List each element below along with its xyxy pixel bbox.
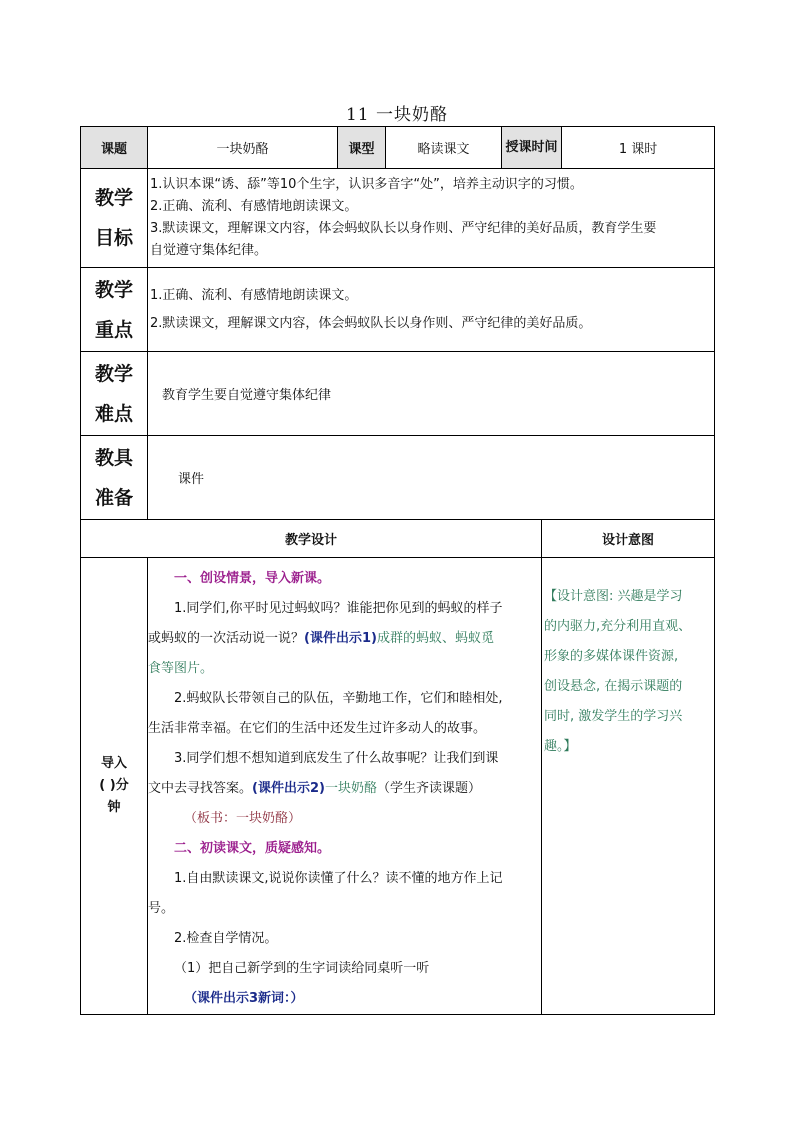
key-points-label: 教学 重点	[81, 268, 148, 352]
design-line: （1）把自己新学到的生字词读给同桌听一听	[174, 961, 430, 976]
design-header-row	[81, 520, 715, 558]
goals-row	[81, 169, 715, 268]
phase-label: 导入 ( )分 钟	[81, 558, 148, 1015]
design-line: 食等图片。	[148, 661, 214, 676]
page-title: 11 一块奶酪	[345, 105, 449, 125]
design-line: 2.检查自学情况。	[174, 931, 278, 946]
goal-line: 3.默读课文，理解课文内容，体会蚂蚁队长以身作则、严守纪律的美好品质，教育学生要	[150, 221, 657, 236]
design-content	[148, 558, 542, 1015]
key-point-line: 2.默读课文，理解课文内容，体会蚂蚁队长以身作则、严守纪律的美好品质。	[150, 315, 592, 331]
design-header: 教学设计	[81, 520, 542, 558]
board-note: （板书：一块奶酪）	[184, 811, 302, 826]
goal-line: 2.正确、流利、有感情地朗读课文。	[150, 199, 358, 214]
goals-label: 教学 目标	[81, 169, 148, 268]
design-line: 或蚂蚁的一次活动说一说？(课件出示1)成群的蚂蚁、蚂蚁觅	[148, 631, 494, 646]
intent-line: 创设悬念, 在揭示课题的	[544, 679, 683, 694]
difficulty-content: 教育学生要自觉遵守集体纪律	[148, 352, 715, 436]
section-heading: 一、创设情景，导入新课。	[174, 571, 331, 586]
design-line: 号。	[148, 901, 175, 916]
intent-line: 趣。】	[544, 739, 577, 754]
difficulty-label: 教学 难点	[81, 352, 148, 436]
difficulty-row	[81, 352, 715, 436]
intent-content	[542, 558, 715, 1015]
lesson-plan-table	[80, 126, 715, 1015]
type-value: 略读课文	[386, 127, 502, 169]
key-points-content	[148, 268, 715, 352]
goal-line: 自觉遵守集体纪律。	[150, 243, 268, 258]
intent-header: 设计意图	[542, 520, 715, 558]
design-line: 1.自由默读课文,说说你读懂了什么？读不懂的地方作上记	[174, 871, 503, 886]
intent-line: 的内驱力,充分利用直观、	[544, 619, 692, 634]
header-row	[81, 127, 715, 169]
tools-content: 课件	[148, 436, 715, 520]
hours-label: 授课时间	[502, 127, 562, 169]
tools-row	[81, 436, 715, 520]
course-label: 课题	[81, 127, 148, 169]
section-heading: 二、初读课文，质疑感知。	[174, 841, 331, 856]
course-value: 一块奶酪	[148, 127, 338, 169]
design-line: 生活非常幸福。在它们的生活中还发生过许多动人的故事。	[148, 721, 487, 736]
goals-content	[148, 169, 715, 268]
type-label: 课型	[338, 127, 386, 169]
key-point-line: 1.正确、流利、有感情地朗读课文。	[150, 287, 358, 303]
design-line: 1.同学们,你平时见过蚂蚁吗？谁能把你见到的蚂蚁的样子	[174, 601, 503, 616]
tools-label: 教具 准备	[81, 436, 148, 520]
goal-line: 1.认识本课“诱、舔”等10个生字，认识多音字“处”，培养主动识字的习惯。	[150, 177, 583, 192]
intro-row	[81, 558, 715, 1015]
design-line: 3.同学们想不想知道到底发生了什么故事呢？让我们到课	[174, 751, 499, 766]
intent-line: 同时, 激发学生的学习兴	[544, 709, 683, 724]
design-line: （课件出示3新词：）	[184, 991, 304, 1006]
intent-line: 【设计意图: 兴趣是学习	[544, 589, 683, 604]
design-line: 2.蚂蚁队长带领自己的队伍，辛勤地工作，它们和睦相处,	[174, 691, 503, 706]
intent-line: 形象的多媒体课件资源,	[544, 649, 679, 664]
key-points-row	[81, 268, 715, 352]
hours-value: 1 课时	[562, 127, 715, 169]
design-line: 文中去寻找答案。(课件出示2)一块奶酪（学生齐读课题）	[148, 781, 481, 796]
